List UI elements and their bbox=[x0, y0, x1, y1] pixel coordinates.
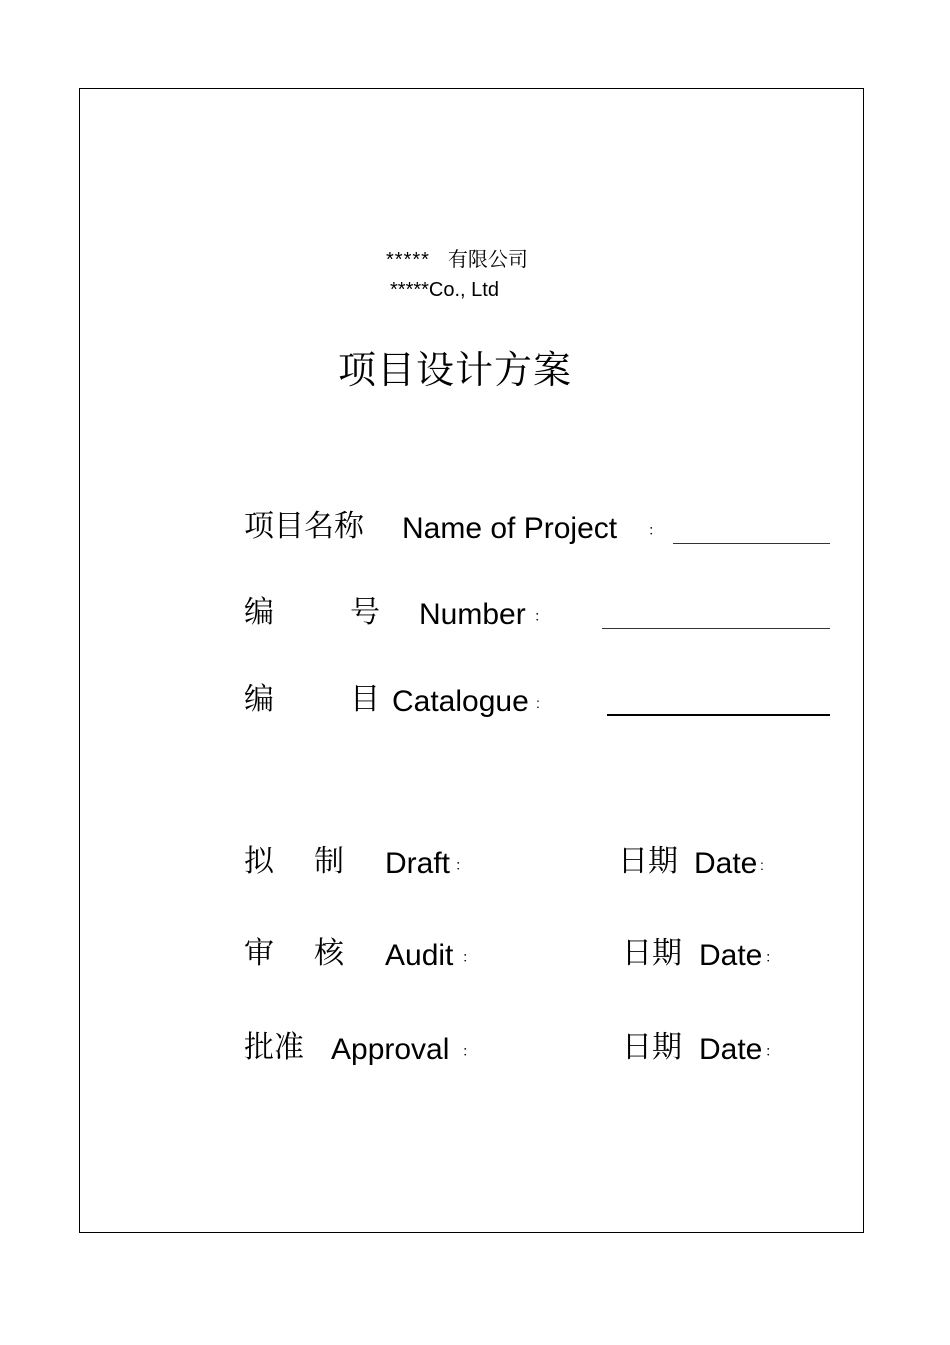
catalogue-label-en: Catalogue bbox=[392, 685, 529, 718]
catalogue-label-cn-2: 目 bbox=[350, 683, 380, 716]
company-stars: ***** bbox=[386, 249, 430, 271]
document-title: 项目设计方案 bbox=[338, 350, 573, 392]
draft-date-label-en: Date bbox=[694, 847, 758, 880]
audit-label-cn-1: 审 bbox=[244, 937, 274, 970]
draft-date-label-cn: 日期 bbox=[618, 845, 678, 878]
audit-date-colon: ： bbox=[765, 949, 779, 965]
audit-colon: ： bbox=[462, 949, 476, 965]
company-name-english: *****Co., Ltd bbox=[390, 279, 499, 301]
draft-date-colon: : bbox=[760, 857, 764, 873]
catalogue-fill-line[interactable] bbox=[607, 714, 830, 716]
project-name-colon: ： bbox=[648, 522, 662, 538]
project-name-label-en: Name of Project bbox=[402, 512, 618, 545]
number-colon: ： bbox=[534, 608, 548, 624]
project-name-label-cn: 项目名称 bbox=[244, 510, 364, 543]
approval-date-label-en: Date bbox=[699, 1033, 763, 1066]
approval-date-label-cn: 日期 bbox=[622, 1031, 682, 1064]
catalogue-label-cn-1: 编 bbox=[244, 683, 274, 716]
approval-date-colon: ： bbox=[765, 1043, 779, 1059]
approval-colon: ： bbox=[462, 1043, 476, 1059]
number-label-cn-1: 编 bbox=[244, 596, 274, 629]
approval-label-en: Approval bbox=[331, 1033, 450, 1066]
audit-label-cn-2: 核 bbox=[314, 937, 344, 970]
catalogue-colon: : bbox=[536, 695, 540, 711]
number-label-en: Number bbox=[419, 598, 526, 631]
number-label-cn-2: 号 bbox=[350, 596, 380, 629]
audit-date-label-en: Date bbox=[699, 939, 763, 972]
draft-label-cn-2: 制 bbox=[314, 845, 344, 878]
approval-label-cn: 批准 bbox=[244, 1031, 304, 1064]
project-name-fill-line[interactable] bbox=[673, 543, 830, 544]
audit-label-en: Audit bbox=[385, 939, 454, 972]
draft-label-en: Draft bbox=[385, 847, 451, 880]
audit-date-label-cn: 日期 bbox=[622, 937, 682, 970]
number-fill-line[interactable] bbox=[602, 628, 830, 629]
company-name-chinese bbox=[386, 250, 528, 270]
company-suffix-chinese: 有限公司 bbox=[447, 249, 528, 271]
draft-label-cn-1: 拟 bbox=[244, 845, 274, 878]
draft-colon: ： bbox=[455, 857, 469, 873]
